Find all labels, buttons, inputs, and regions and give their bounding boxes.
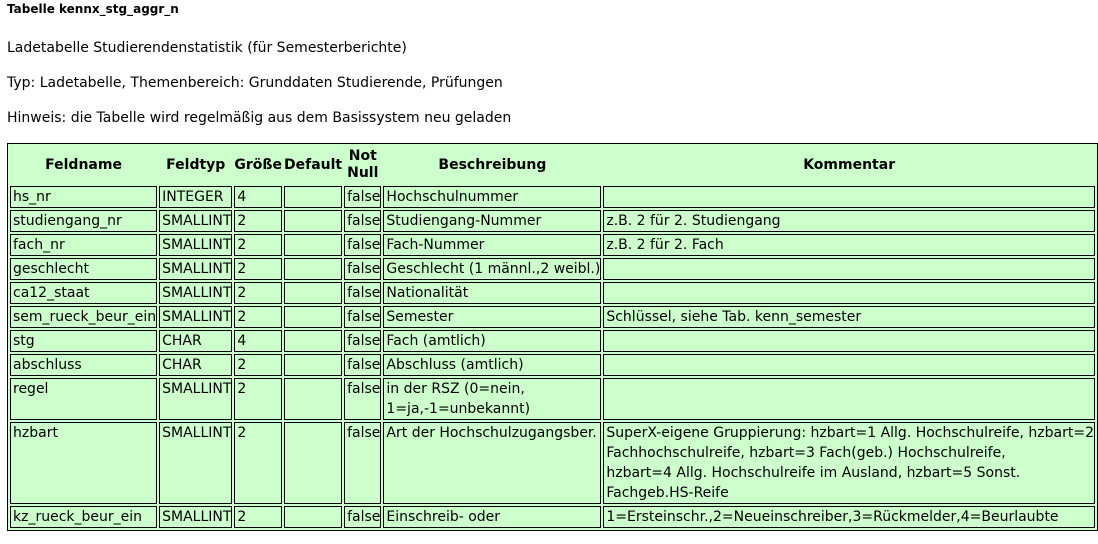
cell-default — [284, 210, 342, 232]
cell-groesse: 2 — [234, 210, 282, 232]
cell-beschreibung — [383, 506, 601, 528]
cell-beschreibung — [383, 186, 601, 208]
cell-not-null: false — [344, 282, 381, 304]
cell-not-null: false — [344, 234, 381, 256]
cell-default — [284, 506, 342, 528]
cell-beschreibung — [383, 210, 601, 232]
table-type-line: Typ: Ladetabelle, Themenbereich: Grunddaten Studierende, Prüfungen — [7, 75, 503, 91]
cell-default — [284, 258, 342, 280]
cell-feldname: hs_nr — [10, 186, 157, 208]
cell-not-null: false — [344, 378, 381, 420]
cell-line: SuperX-eigene Gruppierung: hzbart=1 Allg. Hochschulreife, hzbart=2 — [606, 425, 1094, 441]
cell-line: Fachgeb.HS-Reife — [606, 485, 729, 501]
cell-line: z.B. 2 für 2. Fach — [606, 237, 724, 253]
cell-beschreibung — [383, 378, 601, 420]
cell-groesse: 2 — [234, 258, 282, 280]
cell-default — [284, 306, 342, 328]
header-not-null-line1: Not — [348, 148, 377, 164]
cell-line: Studiengang-Nummer — [386, 213, 542, 229]
cell-feldname: kz_rueck_beur_ein — [10, 506, 157, 528]
cell-feldtyp: SMALLINT — [159, 234, 232, 256]
cell-kommentar — [603, 258, 1095, 280]
field-table — [7, 143, 1098, 531]
cell-feldtyp: SMALLINT — [159, 282, 232, 304]
cell-not-null: false — [344, 330, 381, 352]
cell-line: Art der Hochschulzugangsber. — [386, 425, 597, 441]
cell-kommentar — [603, 506, 1095, 528]
table-row — [10, 378, 1095, 420]
cell-kommentar — [603, 234, 1095, 256]
cell-groesse: 2 — [234, 234, 282, 256]
table-row — [10, 282, 1095, 304]
cell-groesse: 2 — [234, 378, 282, 420]
cell-feldtyp: SMALLINT — [159, 306, 232, 328]
cell-feldname: fach_nr — [10, 234, 157, 256]
header-not-null-line2: Null — [347, 165, 379, 181]
cell-not-null: false — [344, 354, 381, 376]
cell-line: in der RSZ (0=nein, — [386, 381, 525, 397]
cell-feldtyp: SMALLINT — [159, 422, 232, 504]
table-row — [10, 186, 1095, 208]
cell-line: hzbart=4 Allg. Hochschulreife im Ausland, hzbart=5 Sonst. — [606, 465, 1021, 481]
cell-kommentar — [603, 186, 1095, 208]
cell-line: Schlüssel, siehe Tab. kenn_semester — [606, 309, 862, 325]
cell-not-null: false — [344, 506, 381, 528]
cell-feldtyp: INTEGER — [159, 186, 232, 208]
cell-default — [284, 234, 342, 256]
cell-feldname: stg — [10, 330, 157, 352]
cell-not-null: false — [344, 422, 381, 504]
cell-default — [284, 354, 342, 376]
header-feldtyp: Feldtyp — [166, 156, 226, 173]
cell-line: Fachhochschulreife, hzbart=3 Fach(geb.) Hochschulreife, — [606, 445, 1006, 461]
cell-beschreibung — [383, 282, 601, 304]
cell-kommentar — [603, 210, 1095, 232]
cell-line: Semester — [386, 309, 454, 325]
table-body — [10, 186, 1095, 528]
cell-feldtyp: SMALLINT — [159, 210, 232, 232]
cell-feldname: geschlecht — [10, 258, 157, 280]
cell-line: Hochschulnummer — [386, 189, 519, 205]
table-row — [10, 506, 1095, 528]
cell-not-null: false — [344, 306, 381, 328]
cell-feldtyp: CHAR — [159, 354, 232, 376]
cell-groesse: 2 — [234, 354, 282, 376]
cell-groesse: 2 — [234, 506, 282, 528]
cell-line: Einschreib- oder — [386, 509, 501, 525]
cell-not-null: false — [344, 210, 381, 232]
cell-kommentar — [603, 354, 1095, 376]
cell-line: z.B. 2 für 2. Studiengang — [606, 213, 781, 229]
cell-groesse: 2 — [234, 422, 282, 504]
cell-feldname: studiengang_nr — [10, 210, 157, 232]
cell-feldname: ca12_staat — [10, 282, 157, 304]
cell-beschreibung — [383, 330, 601, 352]
table-row — [10, 354, 1095, 376]
cell-not-null: false — [344, 258, 381, 280]
cell-line: Fach-Nummer — [386, 237, 485, 253]
cell-groesse: 4 — [234, 186, 282, 208]
header-default: Default — [283, 156, 343, 173]
cell-groesse: 4 — [234, 330, 282, 352]
cell-default — [284, 282, 342, 304]
cell-line: Nationalität — [386, 285, 469, 301]
cell-feldname: abschluss — [10, 354, 157, 376]
table-row — [10, 330, 1095, 352]
cell-beschreibung — [383, 234, 601, 256]
cell-feldtyp: SMALLINT — [159, 258, 232, 280]
header-feldname: Feldname — [45, 156, 122, 173]
cell-kommentar — [603, 282, 1095, 304]
cell-line: Fach (amtlich) — [386, 333, 486, 349]
header-beschreibung: Beschreibung — [438, 156, 547, 173]
table-row — [10, 234, 1095, 256]
cell-line: 1=ja,-1=unbekannt) — [386, 401, 531, 417]
cell-beschreibung — [383, 306, 601, 328]
cell-line: Geschlecht (1 männl.,2 weibl.) — [386, 261, 601, 277]
cell-line: Abschluss (amtlich) — [386, 357, 524, 373]
cell-kommentar — [603, 378, 1095, 420]
cell-feldtyp: SMALLINT — [159, 378, 232, 420]
table-row — [10, 258, 1095, 280]
cell-groesse: 2 — [234, 282, 282, 304]
cell-feldtyp: CHAR — [159, 330, 232, 352]
cell-feldtyp: SMALLINT — [159, 506, 232, 528]
cell-kommentar — [603, 330, 1095, 352]
cell-groesse: 2 — [234, 306, 282, 328]
table-row — [10, 210, 1095, 232]
cell-line: 1=Ersteinschr.,2=Neueinschreiber,3=Rückmelder,4=Beurlaubte — [606, 509, 1059, 525]
cell-beschreibung — [383, 354, 601, 376]
cell-kommentar — [603, 306, 1095, 328]
cell-kommentar — [603, 422, 1095, 504]
table-description: Ladetabelle Studierendenstatistik (für Semesterberichte) — [7, 40, 407, 56]
table-hint-line: Hinweis: die Tabelle wird regelmäßig aus dem Basissystem neu geladen — [7, 110, 512, 126]
cell-default — [284, 330, 342, 352]
cell-default — [284, 378, 342, 420]
header-groesse: Größe — [234, 156, 282, 173]
cell-default — [284, 186, 342, 208]
header-kommentar: Kommentar — [803, 156, 896, 173]
cell-not-null: false — [344, 186, 381, 208]
cell-beschreibung — [383, 258, 601, 280]
cell-feldname: regel — [10, 378, 157, 420]
table-row — [10, 306, 1095, 328]
cell-feldname: sem_rueck_beur_ein — [10, 306, 157, 328]
table-row — [10, 422, 1095, 504]
cell-beschreibung — [383, 422, 601, 504]
table-header-row — [10, 146, 1095, 184]
page-title: Tabelle kennx_stg_aggr_n — [7, 2, 179, 16]
cell-feldname: hzbart — [10, 422, 157, 504]
cell-default — [284, 422, 342, 504]
header-not-null — [344, 146, 381, 184]
